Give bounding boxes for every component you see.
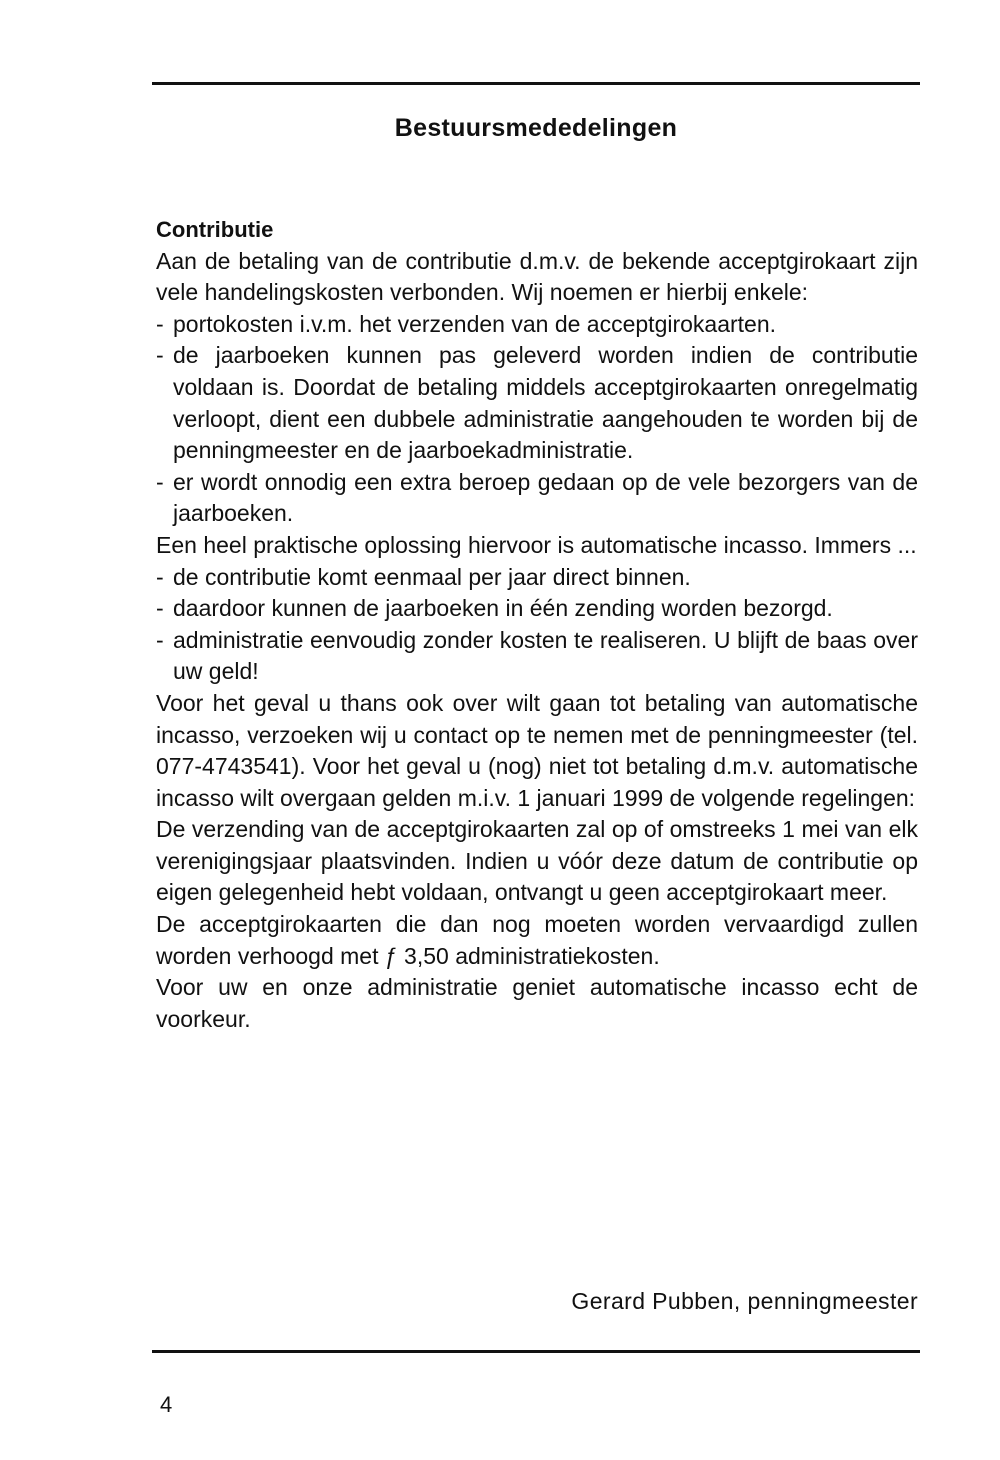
contact-paragraph: Voor het geval u thans ook over wilt gaan tot betaling van automatische incasso, verzoeken wij u contact op te nemen met de penningmeester (tel. 077-4743541). Voor het geval u (nog) niet tot betaling d.m.v. automatische incasso wilt overgaan gelden m.i.v. 1 januari 1999 de volgende regelingen:: [156, 689, 918, 811]
list-item: - de jaarboeken kunnen pas geleverd worden indien de contributie voldaan is. Doordat de betaling middels acceptgirokaarten onregelmatig verloopt, dient een dubbele administratie aangehouden te worden bij de penningmeester en de jaarboekadministratie.: [156, 340, 918, 466]
list-item: - er wordt onnodig een extra beroep gedaan op de vele bezorgers van de jaarboeken.: [156, 467, 918, 530]
solution-paragraph: Een heel praktische oplossing hiervoor is automatische incasso. Immers ...: [156, 531, 917, 558]
preference-paragraph: Voor uw en onze administratie geniet automatische incasso echt de voorkeur.: [156, 974, 918, 1032]
costs-list: [156, 309, 918, 530]
list-item: - daardoor kunnen de jaarboeken in één zending worden bezorgd.: [156, 593, 918, 625]
signature: Gerard Pubben, penningmeester: [571, 1288, 918, 1314]
page-number: 4: [160, 1392, 173, 1417]
list-item: - administratie eenvoudig zonder kosten te realiseren. U blijft de baas over uw geld!: [156, 625, 918, 688]
fee-paragraph: De acceptgirokaarten die dan nog moeten worden vervaardigd zullen worden verhoogd met ƒ 3,50 administratiekosten.: [156, 911, 918, 969]
list-item: - portokosten i.v.m. het verzenden van de acceptgirokaarten.: [156, 309, 918, 341]
shipping-paragraph: De verzending van de acceptgirokaarten zal op of omstreeks 1 mei van elk verenigingsjaar plaatsvinden. Indien u vóór deze datum de contributie op eigen gelegenheid hebt voldaan, ontvangt u geen acceptgirokaart meer.: [156, 816, 918, 906]
intro-paragraph: Aan de betaling van de contributie d.m.v. de bekende acceptgirokaart zijn vele handelingskosten verbonden. Wij noemen er hierbij enkele:: [156, 247, 918, 306]
list-item: - de contributie komt eenmaal per jaar direct binnen.: [156, 562, 918, 594]
benefits-list: [156, 562, 918, 688]
bottom-rule: [152, 1350, 920, 1353]
top-rule: [152, 82, 920, 85]
page-title: Bestuursmededelingen: [394, 114, 678, 142]
article-body: [156, 214, 918, 1035]
section-heading: Contributie: [156, 217, 274, 242]
